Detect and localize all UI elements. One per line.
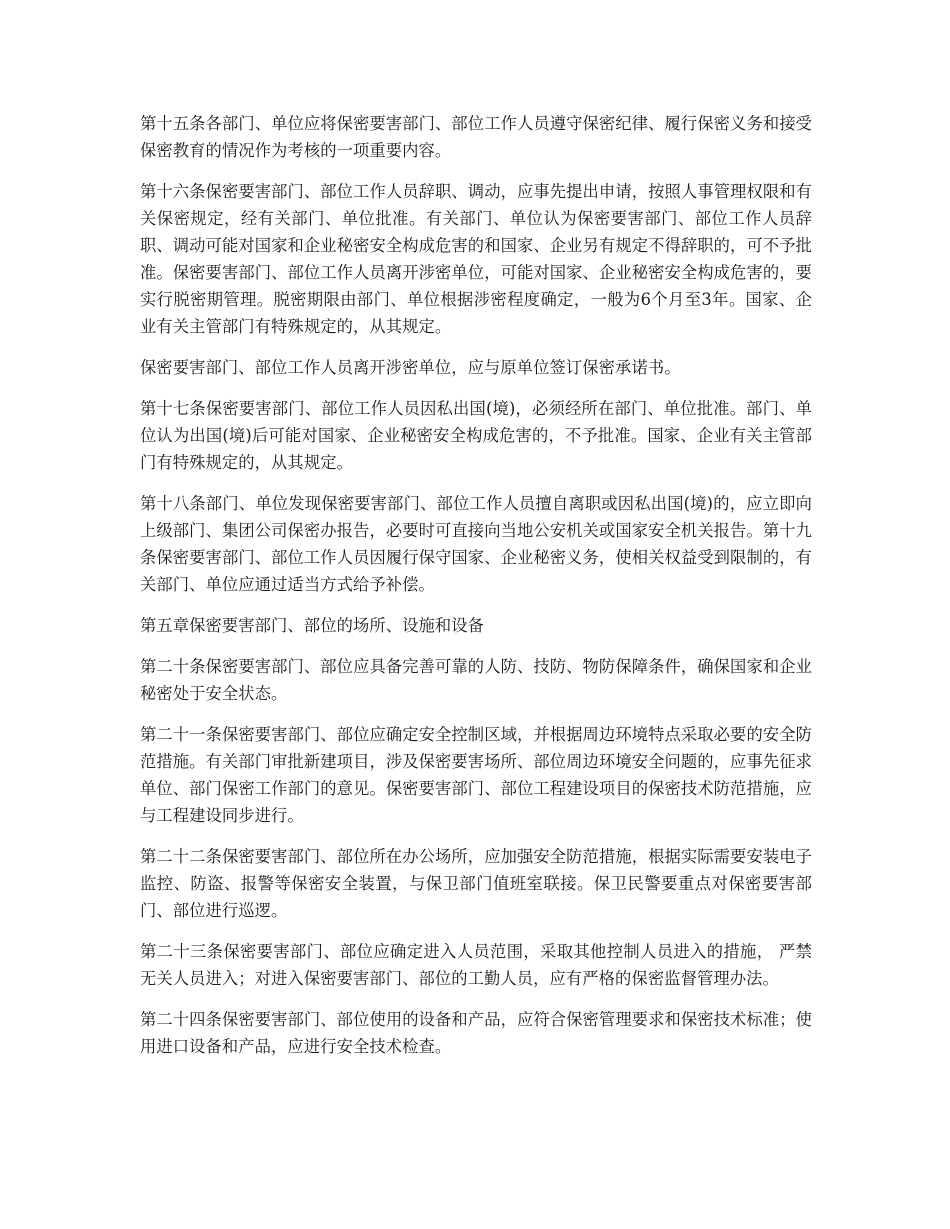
paragraph-article-18-19: 第十八条部门、单位发现保密要害部门、部位工作人员擅自离职或因私出国(境)的，应立即向上级部门、集团公司保密办报告，必要时可直接向当地公安机关或国家安全机关报告。第十九条保密要害部门、部位工作人员因履行保守国家、企业秘密义务，使相关权益受到限制的，有关部门、单位应通过适当方式给予补偿。: [140, 494, 812, 594]
document-body: [140, 110, 812, 1074]
paragraph-article-24: 第二十四条保密要害部门、部位使用的设备和产品，应符合保密管理要求和保密技术标准；使用进口设备和产品，应进行安全技术检查。: [140, 1010, 812, 1056]
paragraph-confidentiality-pledge: 保密要害部门、部位工作人员离开涉密单位，应与原单位签订保密承诺书。: [140, 358, 681, 377]
paragraph-article-23: 第二十三条保密要害部门、部位应确定进入人员范围，采取其他控制人员进入的措施， 严禁无关人员进入；对进入保密要害部门、部位的工勤人员，应有严格的保密监督管理办法。: [140, 942, 812, 988]
paragraph-article-15: 第十五条各部门、单位应将保密要害部门、部位工作人员遵守保密纪律、履行保密义务和接受保密教育的情况作为考核的一项重要内容。: [140, 114, 812, 160]
paragraph-article-21: 第二十一条保密要害部门、部位应确定安全控制区域，并根据周边环境特点采取必要的安全防范措施。有关部门审批新建项目，涉及保密要害场所、部位周边环境安全问题的，应事先征求单位、部门保密工作部门的意见。保密要害部门、部位工程建设项目的保密技术防范措施，应与工程建设同步进行。: [140, 725, 812, 825]
paragraph-article-16: 第十六条保密要害部门、部位工作人员辞职、调动，应事先提出申请，按照人事管理权限和有关保密规定，经有关部门、单位批准。有关部门、单位认为保密要害部门、部位工作人员辞职、调动可能对国家和企业秘密安全构成危害的和国家、企业另有规定不得辞职的，可不予批准。保密要害部门、部位工作人员离开涉密单位，可能对国家、企业秘密安全构成危害的，要实行脱密期管理。脱密期限由部门、单位根据涉密程度确定，一般为6个月至3年。国家、企业有关主管部门有特殊规定的，从其规定。: [140, 182, 812, 336]
paragraph-article-17: 第十七条保密要害部门、部位工作人员因私出国(境)，必须经所在部门、单位批准。部门、单位认为出国(境)后可能对国家、企业秘密安全构成危害的，不予批准。国家、企业有关主管部门有特殊规定的，从其规定。: [140, 399, 812, 472]
paragraph-article-20: 第二十条保密要害部门、部位应具备完善可靠的人防、技防、物防保障条件，确保国家和企业秘密处于安全状态。: [140, 657, 812, 703]
chapter-heading-5: 第五章保密要害部门、部位的场所、设施和设备: [140, 616, 485, 635]
paragraph-article-22: 第二十二条保密要害部门、部位所在办公场所，应加强安全防范措施，根据实际需要安装电子监控、防盗、报警等保密安全装置，与保卫部门值班室联接。保卫民警要重点对保密要害部门、部位进行巡逻。: [140, 847, 812, 920]
